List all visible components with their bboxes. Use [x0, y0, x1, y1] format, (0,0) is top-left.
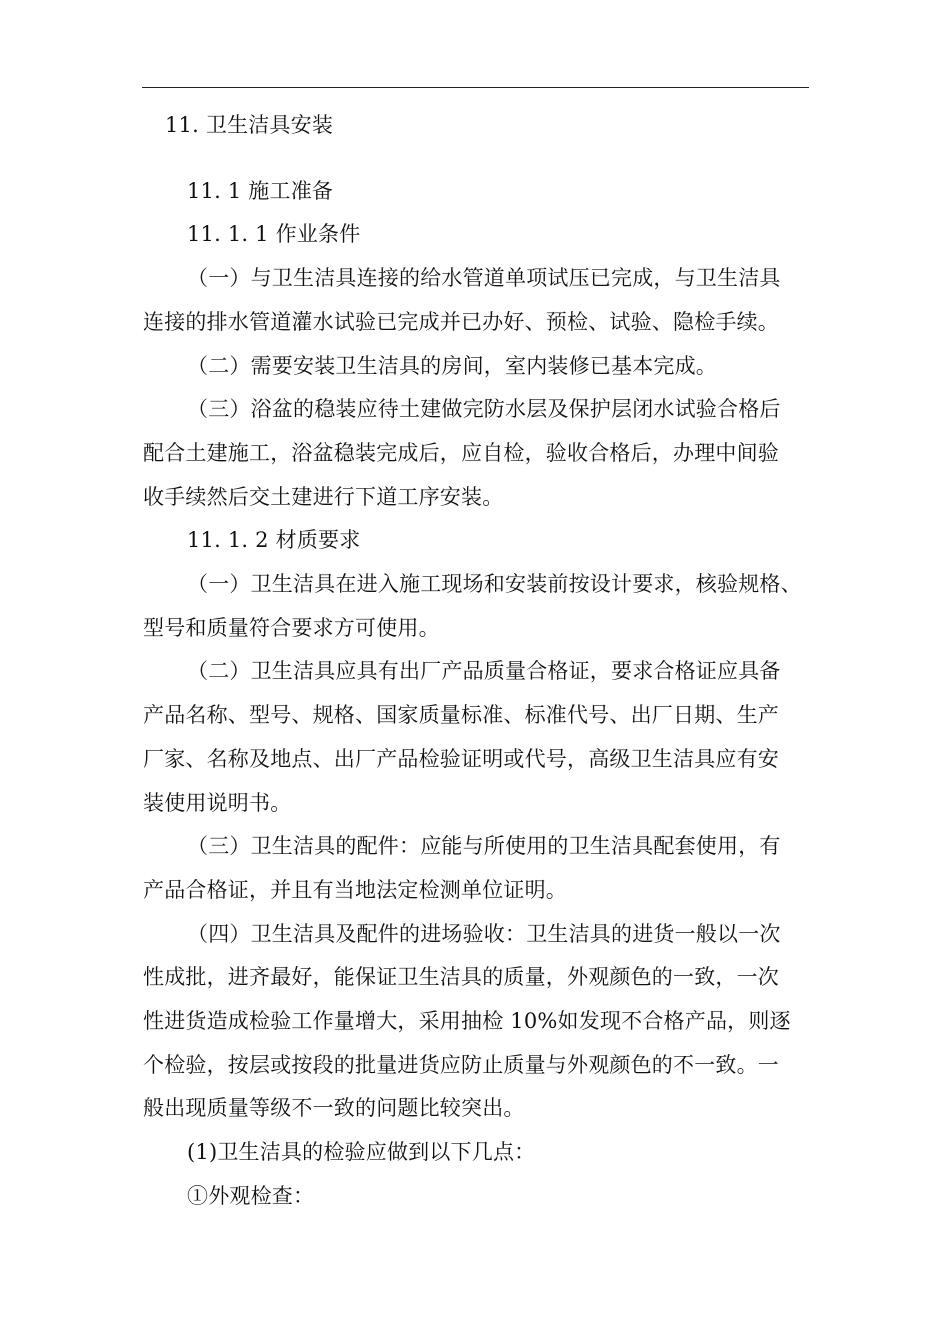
paragraph-condition-3-line-1: （三）浴盆的稳装应待土建做完防水层及保护层闭水试验合格后: [187, 397, 781, 422]
subsection-heading-11-1: 11. 1 施工准备: [187, 178, 334, 203]
paragraph-condition-1-line-2: 连接的排水管道灌水试验已完成并已办好、预检、试验、隐检手续。: [143, 309, 779, 334]
paragraph-condition-1-line-1: （一）与卫生洁具连接的给水管道单项试压已完成，与卫生洁具: [187, 266, 781, 291]
header-rule: [142, 87, 809, 88]
subsection-heading-11-1-2: 11. 1. 2 材质要求: [187, 528, 361, 553]
paragraph-condition-3-line-3: 收手续然后交土建进行下道工序安装。: [143, 484, 504, 509]
list-item-appearance-check: ①外观检查：: [187, 1183, 315, 1208]
paragraph-material-3-line-1: （三）卫生洁具的配件：应能与所使用的卫生洁具配套使用，有: [187, 834, 781, 859]
paragraph-material-4-line-4: 个检验，按层或按段的批量进货应防止质量与外观颜色的不一致。一: [143, 1052, 779, 1077]
paragraph-material-2-line-1: （二）卫生洁具应具有出厂产品质量合格证，要求合格证应具备: [187, 659, 781, 684]
paragraph-material-2-line-2: 产品名称、型号、规格、国家质量标准、标准代号、出厂日期、生产: [143, 703, 779, 728]
paragraph-condition-2-line-1: （二）需要安装卫生洁具的房间，室内装修已基本完成。: [187, 353, 717, 378]
section-title: 11. 卫生洁具安装: [165, 113, 334, 137]
paragraph-material-4-line-2: 性成批，进齐最好，能保证卫生洁具的质量，外观颜色的一致，一次: [143, 965, 779, 990]
paragraph-material-1-line-2: 型号和质量符合要求方可使用。: [143, 615, 440, 640]
paragraph-condition-3-line-2: 配合土建施工，浴盆稳装完成后，应自检，验收合格后，办理中间验: [143, 440, 779, 465]
paragraph-material-4-line-5: 般出现质量等级不一致的问题比较突出。: [143, 1096, 525, 1121]
subsection-heading-11-1-1: 11. 1. 1 作业条件: [187, 222, 361, 247]
paragraph-material-1-line-1: （一）卫生洁具在进入施工现场和安装前按设计要求，核验规格、: [187, 572, 802, 597]
paragraph-material-2-line-3: 厂家、名称及地点、出厂产品检验证明或代号，高级卫生洁具应有安: [143, 746, 779, 771]
paragraph-material-2-line-4: 装使用说明书。: [143, 790, 292, 815]
paragraph-material-3-line-2: 产品合格证，并且有当地法定检测单位证明。: [143, 877, 567, 902]
paragraph-material-4-line-3: 性进货造成检验工作量增大，采用抽检 10%如发现不合格产品，则逐: [143, 1009, 791, 1034]
list-item-inspection: (1)卫生洁具的检验应做到以下几点：: [187, 1140, 536, 1165]
document-body: [143, 104, 809, 1219]
paragraph-material-4-line-1: （四）卫生洁具及配件的进场验收：卫生洁具的进货一般以一次: [187, 921, 781, 946]
